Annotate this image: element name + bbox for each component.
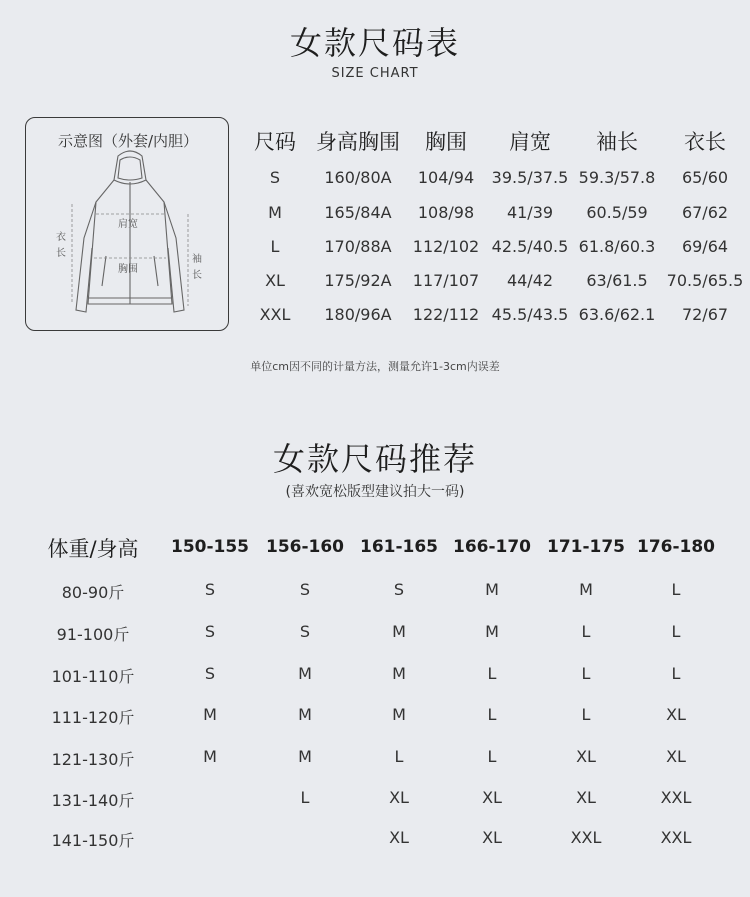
size-cell-chest: 108/98 <box>417 203 475 222</box>
size-cell-shoulder: 39.5/37.5 <box>491 168 569 187</box>
header-weight-height: 体重/身高 <box>47 537 139 561</box>
recommended-size-cell: XL <box>389 828 409 847</box>
recommended-size-cell: L <box>671 580 681 599</box>
size-cell-height-chest: 175/92A <box>324 271 392 290</box>
weight-range-cell: 91-100斤 <box>56 625 130 644</box>
recommended-size-cell: M <box>485 580 499 599</box>
size-cell-height-chest: 180/96A <box>324 305 392 324</box>
size-cell-shoulder: 45.5/43.5 <box>491 305 569 324</box>
recommended-size-cell: XL <box>482 828 502 847</box>
size-cell-size: M <box>268 203 282 222</box>
recommended-size-cell: XL <box>576 788 596 807</box>
size-cell-length: 69/64 <box>681 237 729 256</box>
recommended-size-cell: XXL <box>660 828 692 847</box>
recommended-size-cell: S <box>204 622 216 641</box>
size-cell-chest: 112/102 <box>412 237 480 256</box>
size-cell-height-chest: 160/80A <box>324 168 392 187</box>
header-height-chest: 身高胸围 <box>316 130 400 154</box>
size-cell-sleeve: 59.3/57.8 <box>578 168 656 187</box>
recommended-size-cell: S <box>299 622 311 641</box>
size-chart-subtitle: SIZE CHART <box>331 66 419 81</box>
recommended-size-cell: M <box>485 622 499 641</box>
header-height-range: 176-180 <box>636 537 716 557</box>
size-cell-shoulder: 42.5/40.5 <box>491 237 569 256</box>
weight-range-cell: 111-120斤 <box>51 708 135 727</box>
size-cell-sleeve: 63/61.5 <box>586 271 648 290</box>
recommended-size-cell: L <box>581 664 591 683</box>
recommended-size-cell: S <box>204 580 216 599</box>
recommended-size-cell: L <box>581 705 591 724</box>
recommended-size-cell: XL <box>666 747 686 766</box>
header-chest: 胸围 <box>425 130 467 154</box>
size-cell-size: XXL <box>259 305 291 324</box>
header-height-range: 150-155 <box>170 537 250 557</box>
recommended-size-cell: XXL <box>570 828 602 847</box>
recommended-size-cell: S <box>299 580 311 599</box>
recommended-size-cell: M <box>392 705 406 724</box>
recommended-size-cell: XXL <box>660 788 692 807</box>
header-height-range: 171-175 <box>546 537 626 557</box>
jacket-diagram <box>25 117 229 331</box>
recommended-size-cell: M <box>392 664 406 683</box>
recommended-size-cell: M <box>203 705 217 724</box>
recommended-size-cell: L <box>581 622 591 641</box>
size-cell-chest: 104/94 <box>417 168 475 187</box>
recommend-subtitle: (喜欢宽松版型建议拍大一码) <box>285 484 465 500</box>
chest-label: 胸围 <box>118 264 138 275</box>
size-cell-shoulder: 44/42 <box>506 271 554 290</box>
size-cell-sleeve: 61.8/60.3 <box>578 237 656 256</box>
size-cell-length: 65/60 <box>681 168 729 187</box>
weight-range-cell: 121-130斤 <box>51 750 135 769</box>
size-cell-height-chest: 165/84A <box>324 203 392 222</box>
recommended-size-cell: L <box>300 788 310 807</box>
weight-range-cell: 131-140斤 <box>51 791 135 810</box>
size-cell-sleeve: 63.6/62.1 <box>578 305 656 324</box>
recommended-size-cell: M <box>392 622 406 641</box>
recommended-size-cell: XL <box>389 788 409 807</box>
size-cell-shoulder: 41/39 <box>506 203 554 222</box>
size-cell-size: S <box>269 168 281 187</box>
diagram-caption: 示意图（外套/内胆） <box>57 132 199 150</box>
recommended-size-cell: XL <box>666 705 686 724</box>
weight-range-cell: 101-110斤 <box>51 667 135 686</box>
recommended-size-cell: L <box>487 705 497 724</box>
recommended-size-cell: L <box>671 664 681 683</box>
size-cell-sleeve: 60.5/59 <box>586 203 648 222</box>
header-sleeve: 袖长 <box>596 130 638 154</box>
recommended-size-cell: M <box>203 747 217 766</box>
recommended-size-cell: S <box>393 580 405 599</box>
header-shoulder: 肩宽 <box>509 130 551 154</box>
recommended-size-cell: M <box>298 664 312 683</box>
size-cell-length: 72/67 <box>681 305 729 324</box>
shoulder-label: 肩宽 <box>118 219 138 230</box>
weight-range-cell: 141-150斤 <box>51 831 135 850</box>
size-cell-size: XL <box>265 271 285 290</box>
measurement-note: 单位cm因不同的计量方法，测量允许1-3cm内误差 <box>250 360 500 373</box>
recommend-title: 女款尺码推荐 <box>272 440 477 478</box>
recommended-size-cell: M <box>579 580 593 599</box>
recommended-size-cell: L <box>487 747 497 766</box>
size-cell-length: 67/62 <box>681 203 729 222</box>
size-cell-size: L <box>270 237 280 256</box>
header-size: 尺码 <box>254 130 296 154</box>
header-height-range: 156-160 <box>265 537 345 557</box>
header-height-range: 161-165 <box>359 537 439 557</box>
weight-range-cell: 80-90斤 <box>61 583 125 602</box>
recommended-size-cell: L <box>671 622 681 641</box>
recommended-size-cell: S <box>204 664 216 683</box>
sleeve-label: 袖长 <box>192 254 202 281</box>
header-length: 衣长 <box>684 130 726 154</box>
size-cell-chest: 117/107 <box>412 271 480 290</box>
recommended-size-cell: M <box>298 705 312 724</box>
size-chart-title: 女款尺码表 <box>289 24 460 62</box>
recommended-size-cell: M <box>298 747 312 766</box>
size-cell-length: 70.5/65.5 <box>666 271 744 290</box>
size-cell-chest: 122/112 <box>412 305 480 324</box>
size-cell-height-chest: 170/88A <box>324 237 392 256</box>
recommended-size-cell: L <box>394 747 404 766</box>
recommended-size-cell: XL <box>576 747 596 766</box>
recommended-size-cell: XL <box>482 788 502 807</box>
header-height-range: 166-170 <box>452 537 532 557</box>
recommended-size-cell: L <box>487 664 497 683</box>
length-label: 衣长 <box>56 232 66 259</box>
